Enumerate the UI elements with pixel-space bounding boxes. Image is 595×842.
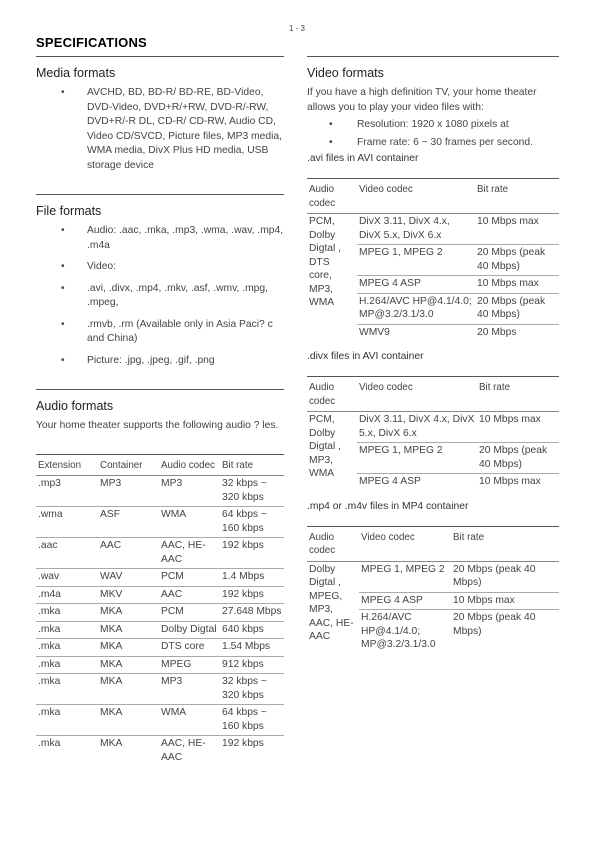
table-row xyxy=(36,621,284,639)
table-cell: 1.54 Mbps xyxy=(220,639,284,657)
table-row xyxy=(307,214,559,245)
table-cell: 10 Mbps max xyxy=(475,276,559,294)
audio-codec-cell: PCM, Dolby Digtal , DTS core, MP3, WMA xyxy=(309,216,342,308)
table-header: Extension xyxy=(36,454,98,476)
table-cell: 20 Mbps (peak 40 Mbps) xyxy=(453,563,536,588)
table-cell: 32 kbps ~ 320 kbps xyxy=(222,478,267,503)
table-row xyxy=(36,604,284,622)
list-item: • AVCHD, BD, BD-R/ BD-RE, BD-Video, DVD-Video, DVD+R/+RW, DVD-R/-RW, DVD+R/-R DL, CD-R/ CD-RW, Audio CD, Video CD/SVCD, Picture files, MP3 media, WMA media, DivX Plus HD media, USB storage device xyxy=(36,86,284,173)
table-cell: 1.4 Mbps xyxy=(220,569,284,587)
table-cell: MKA xyxy=(98,639,159,657)
list-item: • Video: xyxy=(36,260,284,275)
audio-codec-cell: Dolby Digtal , MPEG, MP3, AAC, HE-AAC xyxy=(309,563,354,642)
file-formats-list xyxy=(36,224,284,368)
audio-codec-cell: PCM, Dolby Digtal , MP3, WMA xyxy=(309,414,342,479)
table-cell: MP3 xyxy=(159,674,220,705)
table-header: Bit rate xyxy=(451,526,559,561)
file-formats-heading: File formats xyxy=(36,204,102,218)
table-header: Audio codec xyxy=(159,454,220,476)
table-header: Container xyxy=(98,454,159,476)
table-row xyxy=(36,476,284,507)
table-cell: AAC xyxy=(98,538,159,569)
table-row xyxy=(36,736,284,767)
table-cell: DTS core xyxy=(159,639,220,657)
table-cell: MP3 xyxy=(100,478,122,489)
media-formats-list xyxy=(36,86,284,173)
table-cell: 192 kbps xyxy=(220,538,284,569)
table-row xyxy=(307,561,559,592)
list-item: • Frame rate: 6 ~ 30 frames per second. xyxy=(307,136,559,151)
table-cell: MPEG 1, MPEG 2 xyxy=(357,443,477,474)
table-cell: ASF xyxy=(98,507,159,538)
table-row xyxy=(36,538,284,569)
table-row xyxy=(36,507,284,538)
table-cell: 192 kbps xyxy=(220,736,284,767)
table-header: Bit rate xyxy=(220,454,284,476)
table-cell: 64 kbps ~ 160 kbps xyxy=(220,507,284,538)
list-item: • .avi, .divx, .mp4, .mkv, .asf, .wmv, .mpg, .mpeg, xyxy=(36,282,284,311)
table-cell: 20 Mbps (peak 40 Mbps) xyxy=(475,293,559,324)
table-header: Audio codec xyxy=(307,377,357,412)
table-cell: WMA xyxy=(159,705,220,736)
table-cell: AAC xyxy=(159,586,220,604)
table-cell: AAC, HE-AAC xyxy=(159,538,220,569)
table-cell: 10 Mbps max xyxy=(479,414,541,425)
file-formats-section xyxy=(36,194,284,368)
table-row xyxy=(36,705,284,736)
table-row xyxy=(36,639,284,657)
table-cell: .mka xyxy=(36,674,98,705)
mp4-caption: .mp4 or .m4v files in MP4 container xyxy=(307,500,469,512)
table-cell: PCM xyxy=(159,604,220,622)
table-cell: MPEG xyxy=(159,656,220,674)
list-item: • Resolution: 1920 x 1080 pixels at xyxy=(307,118,559,133)
table-cell: MKA xyxy=(98,621,159,639)
table-cell: 20 Mbps (peak 40 Mbps) xyxy=(451,610,559,654)
table-cell: WMA xyxy=(159,507,220,538)
table-cell: WAV xyxy=(98,569,159,587)
video-formats-heading: Video formats xyxy=(307,66,384,80)
list-item: • Audio: .aac, .mka, .mp3, .wma, .wav, .mp4, .m4a xyxy=(36,224,284,253)
table-cell: 192 kbps xyxy=(220,586,284,604)
table-cell: H.264/AVC HP@4.1/4.0; MP@3.2/3.1/3.0 xyxy=(357,293,475,324)
table-cell: 64 kbps ~ 160 kbps xyxy=(220,705,284,736)
avi-table xyxy=(307,178,559,341)
divx-caption: .divx files in AVI container xyxy=(307,351,424,362)
table-header: Video codec xyxy=(357,179,475,214)
table-cell: MPEG 4 ASP xyxy=(357,276,475,294)
divx-table xyxy=(307,376,559,491)
table-cell: MP3 xyxy=(161,478,183,489)
video-formats-intro: If you have a high definition TV, your home theater allows you to play your video files with: xyxy=(307,87,537,113)
page-title: SPECIFICATIONS xyxy=(36,35,147,50)
table-cell: MKA xyxy=(98,604,159,622)
list-item: • Picture: .jpg, .jpeg, .gif, .png xyxy=(36,354,284,369)
table-cell: .mka xyxy=(36,736,98,767)
table-cell: MPEG 1, MPEG 2 xyxy=(357,245,475,276)
table-cell: .aac xyxy=(36,538,98,569)
table-cell: .wma xyxy=(36,507,98,538)
table-header: Bit rate xyxy=(475,179,559,214)
table-cell: 20 Mbps xyxy=(475,324,559,341)
mp4-table xyxy=(307,526,559,654)
table-cell: 32 kbps ~ 320 kbps xyxy=(220,674,284,705)
audio-formats-section xyxy=(36,389,284,766)
table-cell: .mka xyxy=(36,639,98,657)
table-cell: DivX 3.11, DivX 4.x, DivX 5.x, DivX 6.x xyxy=(359,414,475,439)
left-column xyxy=(36,56,284,766)
audio-formats-heading: Audio formats xyxy=(36,399,114,413)
audio-formats-table xyxy=(36,454,284,767)
table-row xyxy=(36,569,284,587)
media-formats-section xyxy=(36,56,284,173)
table-cell: MKA xyxy=(98,656,159,674)
media-formats-heading: Media formats xyxy=(36,66,116,80)
table-cell: 20 Mbps (peak 40 Mbps) xyxy=(477,443,559,474)
table-header: Bit rate xyxy=(477,377,559,412)
table-cell: .mka xyxy=(36,705,98,736)
table-cell: MPEG 1, MPEG 2 xyxy=(361,563,445,575)
table-cell: MKA xyxy=(98,736,159,767)
list-item: • .rmvb, .rm (Available only in Asia Paci? c and China) xyxy=(36,318,284,347)
table-cell: MPEG 4 ASP xyxy=(359,592,451,610)
table-cell: 10 Mbps max xyxy=(477,216,539,227)
right-column xyxy=(307,56,559,654)
table-cell: .m4a xyxy=(36,586,98,604)
video-formats-section xyxy=(307,56,559,654)
table-cell: MKA xyxy=(98,674,159,705)
avi-caption: .avi files in AVI container xyxy=(307,153,419,164)
table-cell: WMV9 xyxy=(357,324,475,341)
page-number: 1 - 3 xyxy=(289,24,306,33)
table-cell: MKV xyxy=(98,586,159,604)
audio-table-body xyxy=(36,476,284,767)
audio-formats-intro: Your home theater supports the following audio ? les. xyxy=(36,420,279,431)
table-cell: .mp3 xyxy=(38,478,61,489)
table-cell: 912 kbps xyxy=(220,656,284,674)
table-row xyxy=(36,586,284,604)
table-cell: PCM xyxy=(159,569,220,587)
table-cell: 20 Mbps (peak 40 Mbps) xyxy=(475,245,559,276)
avi-table-body xyxy=(307,214,559,342)
table-header: Video codec xyxy=(359,526,451,561)
table-cell: .mka xyxy=(36,621,98,639)
table-cell: MKA xyxy=(98,705,159,736)
table-cell: 640 kbps xyxy=(220,621,284,639)
table-row xyxy=(36,656,284,674)
divx-table-body xyxy=(307,412,559,491)
table-header: Video codec xyxy=(357,377,477,412)
table-cell: 27.648 Mbps xyxy=(220,604,284,622)
table-row xyxy=(307,412,559,443)
table-header: Audio codec xyxy=(307,179,357,214)
table-cell: Dolby Digtal xyxy=(159,621,220,639)
table-cell: 10 Mbps max xyxy=(477,474,559,491)
table-header: Audio codec xyxy=(307,526,359,561)
table-cell: H.264/AVC HP@4.1/4.0; MP@3.2/3.1/3.0 xyxy=(359,610,451,654)
video-formats-list xyxy=(307,118,559,150)
table-cell: 10 Mbps max xyxy=(451,592,559,610)
table-cell: .wav xyxy=(36,569,98,587)
table-cell: .mka xyxy=(36,604,98,622)
table-cell: AAC, HE-AAC xyxy=(159,736,220,767)
table-cell: DivX 3.11, DivX 4.x, DivX 5.x, DivX 6.x xyxy=(359,216,450,241)
table-row xyxy=(36,674,284,705)
table-cell: MPEG 4 ASP xyxy=(357,474,477,491)
mp4-table-body xyxy=(307,561,559,654)
table-cell: .mka xyxy=(36,656,98,674)
